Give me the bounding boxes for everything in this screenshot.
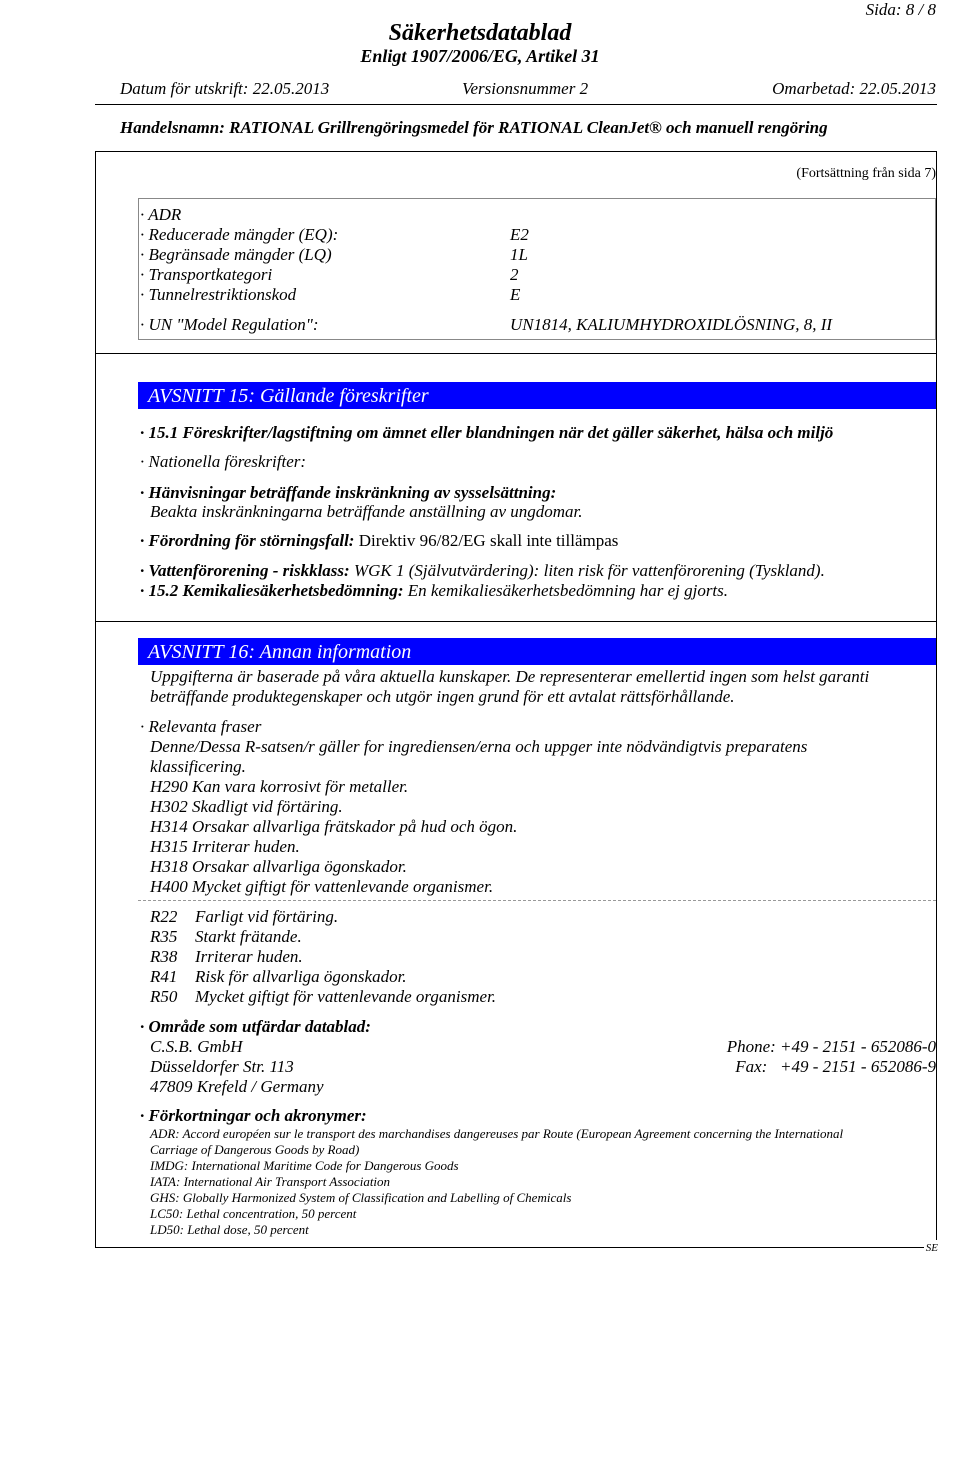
print-date: Datum för utskrift: 22.05.2013: [120, 79, 330, 98]
r-phrase-text: Farligt vid förtäring.: [195, 907, 339, 926]
section16-header: AVSNITT 16: Annan information: [138, 638, 936, 665]
relevant-line: H314 Orsakar allvarliga frätskador på hud och ögon.: [150, 817, 518, 836]
relevant-line: Denne/Dessa R-satsen/r gäller for ingrediensen/erna och uppger inte nödvändigtvis preparatens: [150, 737, 808, 756]
abbreviation-line: LC50: Lethal concentration, 50 percent: [150, 1206, 357, 1221]
relevant-line: klassificering.: [150, 757, 246, 776]
disturbance-regulation-text: Direktiv 96/82/EG skall inte tillämpas: [354, 531, 619, 550]
un-model-value: UN1814, KALIUMHYDROXIDLÖSNING, 8, II: [510, 315, 833, 334]
abbreviation-line: IMDG: International Maritime Code for Dangerous Goods: [150, 1158, 459, 1173]
adr-value-eq: E2: [510, 225, 529, 244]
r-phrase-text: Mycket giftigt för vattenlevande organismer.: [195, 987, 497, 1006]
issuer-street: Düsseldorfer Str. 113: [150, 1057, 294, 1076]
relevant-line: H290 Kan vara korrosivt för metaller.: [150, 777, 409, 796]
chemical-safety-label: · 15.2 Kemikaliesäkerhetsbedömning:: [140, 581, 404, 600]
phrase-divider: [138, 900, 936, 901]
continued-note: (Fortsättning från sida 7): [796, 166, 936, 181]
language-code: SE: [925, 1242, 938, 1254]
relevant-line: H318 Orsakar allvarliga ögonskador.: [150, 857, 407, 876]
national-regulations: · Nationella föreskrifter:: [140, 452, 307, 471]
abbreviation-line: IATA: International Air Transport Association: [150, 1174, 391, 1189]
section15-1-heading: · 15.1 Föreskrifter/lagstiftning om ämnet eller blandningen när det gäller säkerhet, hälsa och miljö: [140, 423, 834, 442]
r-phrase-code: R38: [150, 947, 178, 966]
revised-date: Omarbetad: 22.05.2013: [772, 79, 936, 98]
version-number: Versionsnummer 2: [462, 79, 589, 98]
employment-restriction-text: Beakta inskränkningarna beträffande anställning av ungdomar.: [150, 502, 583, 521]
relevant-line: H315 Irriterar huden.: [150, 837, 300, 856]
issuer-city: 47809 Krefeld / Germany: [150, 1077, 324, 1096]
adr-value-category: 2: [510, 265, 519, 284]
issuer-name: C.S.B. GmbH: [150, 1037, 243, 1056]
abbreviation-line: LD50: Lethal dose, 50 percent: [150, 1222, 309, 1237]
header-rule: [95, 104, 937, 105]
abbreviation-line: ADR: Accord européen sur le transport des marchandises dangereuses par Route (European Agreement concerning the International: [150, 1126, 844, 1141]
page-number: Sida: 8 / 8: [865, 0, 936, 19]
abbreviations-title: · Förkortningar och akronymer:: [140, 1106, 367, 1125]
document-subtitle: Enligt 1907/2006/EG, Artikel 31: [360, 46, 600, 66]
water-hazard-text: WGK 1 (Självutvärdering): liten risk för vattenförorening (Tyskland).: [349, 561, 825, 580]
r-phrase-code: R22: [150, 907, 178, 926]
adr-label-tunnel: · Tunnelrestriktionskod: [140, 285, 297, 304]
un-model-label: · UN "Model Regulation":: [140, 315, 319, 334]
employment-restriction-label: · Hänvisningar beträffande inskränkning av sysselsättning:: [140, 483, 557, 502]
relevant-line: H302 Skadligt vid förtäring.: [150, 797, 343, 816]
water-hazard-label: · Vattenförorening - riskklass:: [140, 561, 350, 580]
adr-value-lq: 1L: [510, 245, 528, 264]
abbreviation-line: Carriage of Dangerous Goods by Road): [150, 1142, 360, 1157]
adr-label-category: · Transportkategori: [140, 265, 273, 284]
document-title: Säkerhetsdatablad: [388, 20, 572, 46]
adr-value-tunnel: E: [510, 285, 521, 304]
intro-line-2: beträffande produktegenskaper och utgör ingen grund för ett avtalat rättsförhållande.: [150, 687, 735, 706]
footer-rule: [95, 1247, 937, 1248]
r-phrase-code: R50: [150, 987, 178, 1006]
issuer-fax: Fax: +49 - 2151 - 652086-9: [735, 1057, 936, 1076]
r-phrase-text: Irriterar huden.: [195, 947, 303, 966]
r-phrase-code: R35: [150, 927, 178, 946]
relevant-phrases-title: · Relevanta fraser: [140, 717, 262, 736]
section15-header: AVSNITT 15: Gällande föreskrifter: [138, 382, 936, 409]
issuer-phone: Phone: +49 - 2151 - 652086-0: [726, 1037, 936, 1056]
trade-name: Handelsnamn: RATIONAL Grillrengöringsmedel för RATIONAL CleanJet® och manuell rengöring: [120, 118, 828, 137]
disturbance-regulation-label: · Förordning för störningsfall:: [140, 531, 355, 550]
abbreviation-line: GHS: Globally Harmonized System of Classification and Labelling of Chemicals: [150, 1190, 572, 1205]
relevant-line: H400 Mycket giftigt för vattenlevande organismer.: [150, 877, 494, 896]
r-phrase-text: Starkt frätande.: [195, 927, 302, 946]
chemical-safety-text: En kemikaliesäkerhetsbedömning har ej gjorts.: [403, 581, 729, 600]
r-phrase-code: R41: [150, 967, 178, 986]
issuer-title: · Område som utfärdar datablad:: [140, 1017, 371, 1036]
adr-title: · ADR: [140, 205, 182, 224]
r-phrase-text: Risk för allvarliga ögonskador.: [195, 967, 407, 986]
intro-line-1: Uppgifterna är baserade på våra aktuella kunskaper. De representerar emellertid ingen som helst garanti: [150, 667, 870, 686]
adr-label-eq: · Reducerade mängder (EQ):: [140, 225, 339, 244]
adr-label-lq: · Begränsade mängder (LQ): [140, 245, 332, 264]
